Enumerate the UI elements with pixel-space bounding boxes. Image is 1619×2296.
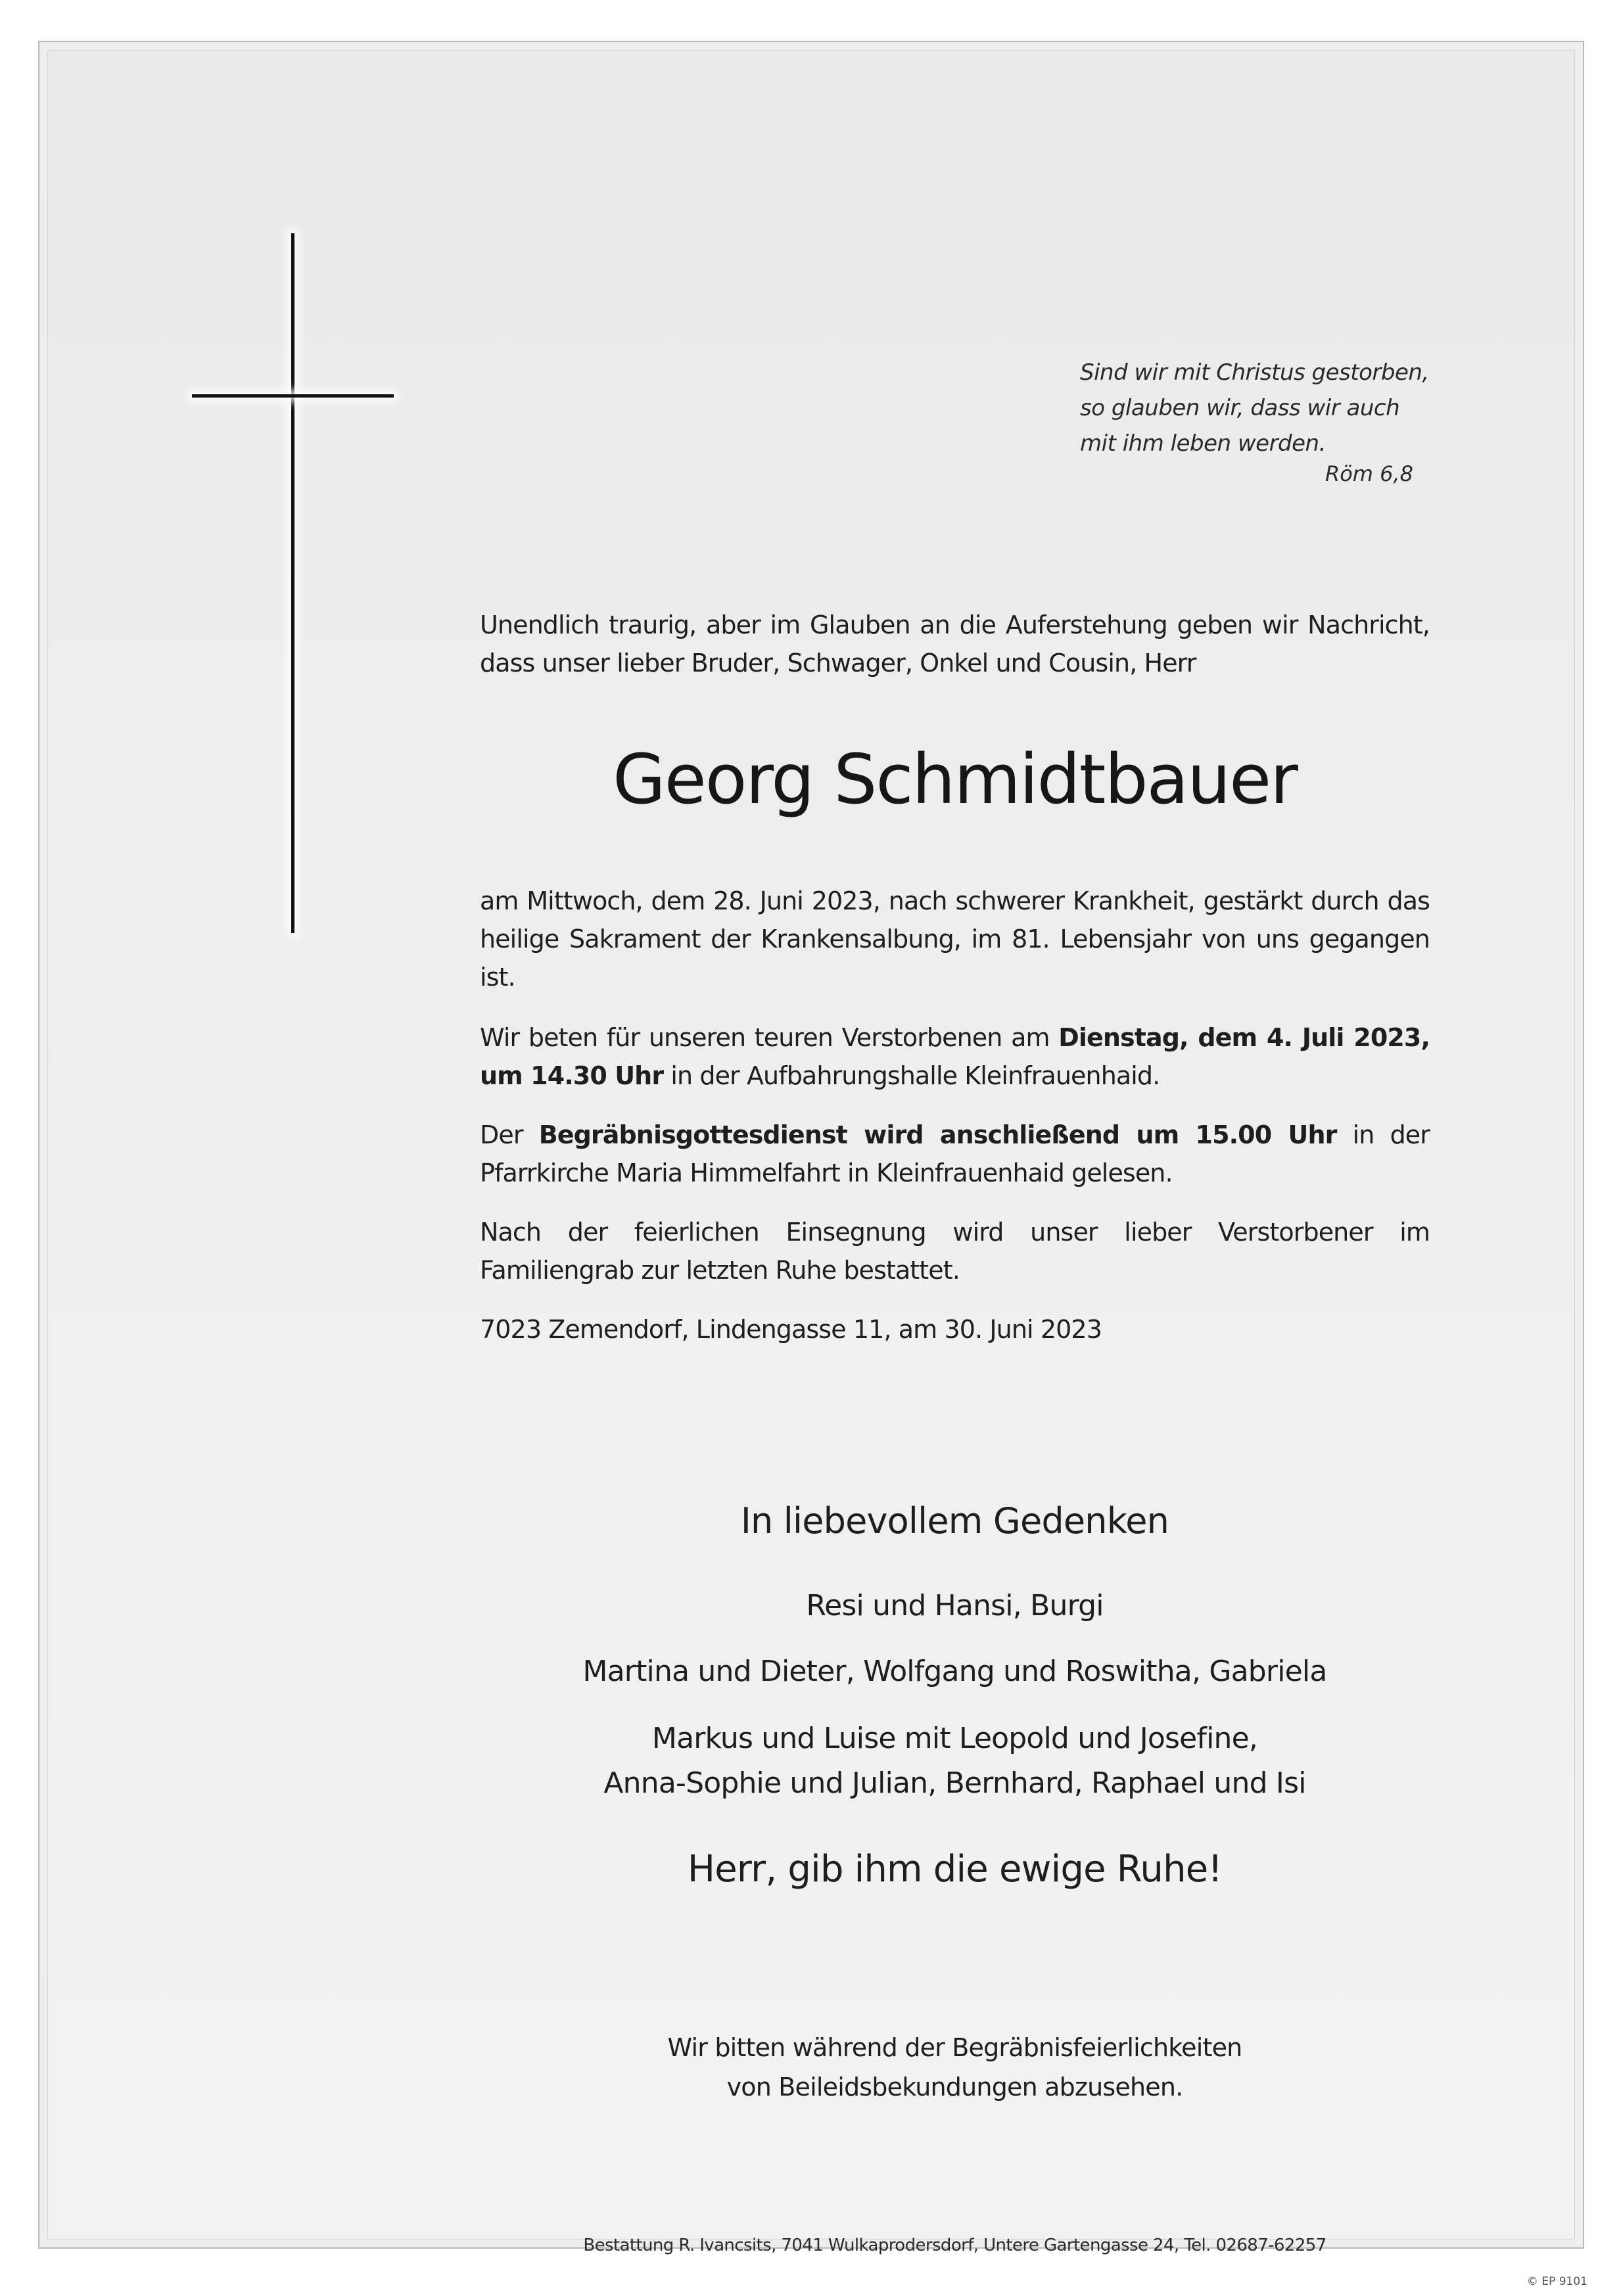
service-location: in der Pfarrkirche Maria Himmelfahrt in Kleinfrauenhaid gelesen. xyxy=(480,1120,1430,1187)
place-date: 7023 Zemendorf, Lindengasse 11, am 30. Juni 2023 xyxy=(480,1315,1102,1344)
intro-paragraph: Unendlich traurig, aber im Glauben an die Auferstehung geben wir Nachricht, dass unser lieber Bruder, Schwager, Onkel und Cousin, Herr xyxy=(480,610,1430,677)
passing-paragraph: am Mittwoch, dem 28. Juni 2023, nach schwerer Krankheit, gestärkt durch das heilige Sakrament der Krankensalbung, im 81. Lebensjahr von uns gegangen ist. xyxy=(480,886,1430,992)
mourner-line: Martina und Dieter, Wolfgang und Roswitha, Gabriela xyxy=(582,1655,1327,1688)
funeral-home-footer: Bestattung R. Ivancsits, 7041 Wulkaprodersdorf, Untere Gartengasse 24, Tel. 02687-62257 xyxy=(583,2236,1326,2255)
closing-prayer: Herr, gib ihm die ewige Ruhe! xyxy=(687,1848,1223,1891)
cross-icon-bar xyxy=(192,394,394,398)
request-line: von Beileidsbekundungen abzusehen. xyxy=(726,2073,1183,2101)
service-text: Der xyxy=(480,1120,539,1149)
mourner-line: Anna-Sophie und Julian, Bernhard, Raphael und Isi xyxy=(603,1766,1306,1800)
print-code: © EP 9101 xyxy=(1526,2275,1587,2288)
bible-quote xyxy=(1080,355,1448,461)
quote-line: Sind wir mit Christus gestorben, xyxy=(1080,359,1429,386)
quote-reference: Röm 6,8 xyxy=(1325,461,1413,486)
memory-heading: In liebevollem Gedenken xyxy=(740,1500,1169,1542)
request-line: Wir bitten während der Begräbnisfeierlichkeiten xyxy=(667,2033,1242,2062)
mourner-line: Markus und Luise mit Leopold und Josefine, xyxy=(651,1722,1258,1755)
quote-line: mit ihm leben werden. xyxy=(1080,430,1326,457)
cross-icon xyxy=(291,233,294,933)
prayer-paragraph xyxy=(480,1019,1430,1095)
service-paragraph xyxy=(480,1116,1430,1192)
prayer-date: Dienstag, dem 4. Juli 2023, um 14.30 Uhr xyxy=(480,1023,1430,1090)
service-time: Begräbnisgottesdienst wird anschließend um 15.00 Uhr xyxy=(538,1120,1337,1149)
prayer-text: Wir beten für unseren teuren Verstorbenen am xyxy=(480,1023,1059,1052)
deceased-name: Georg Schmidtbauer xyxy=(613,739,1297,819)
burial-paragraph: Nach der feierlichen Einsegnung wird unser lieber Verstorbener im Familiengrab zur letzten Ruhe bestattet. xyxy=(480,1218,1430,1285)
quote-line: so glauben wir, dass wir auch xyxy=(1080,395,1400,421)
mourner-line: Resi und Hansi, Burgi xyxy=(806,1589,1104,1622)
prayer-location: in der Aufbahrungshalle Kleinfrauenhaid. xyxy=(663,1061,1160,1090)
